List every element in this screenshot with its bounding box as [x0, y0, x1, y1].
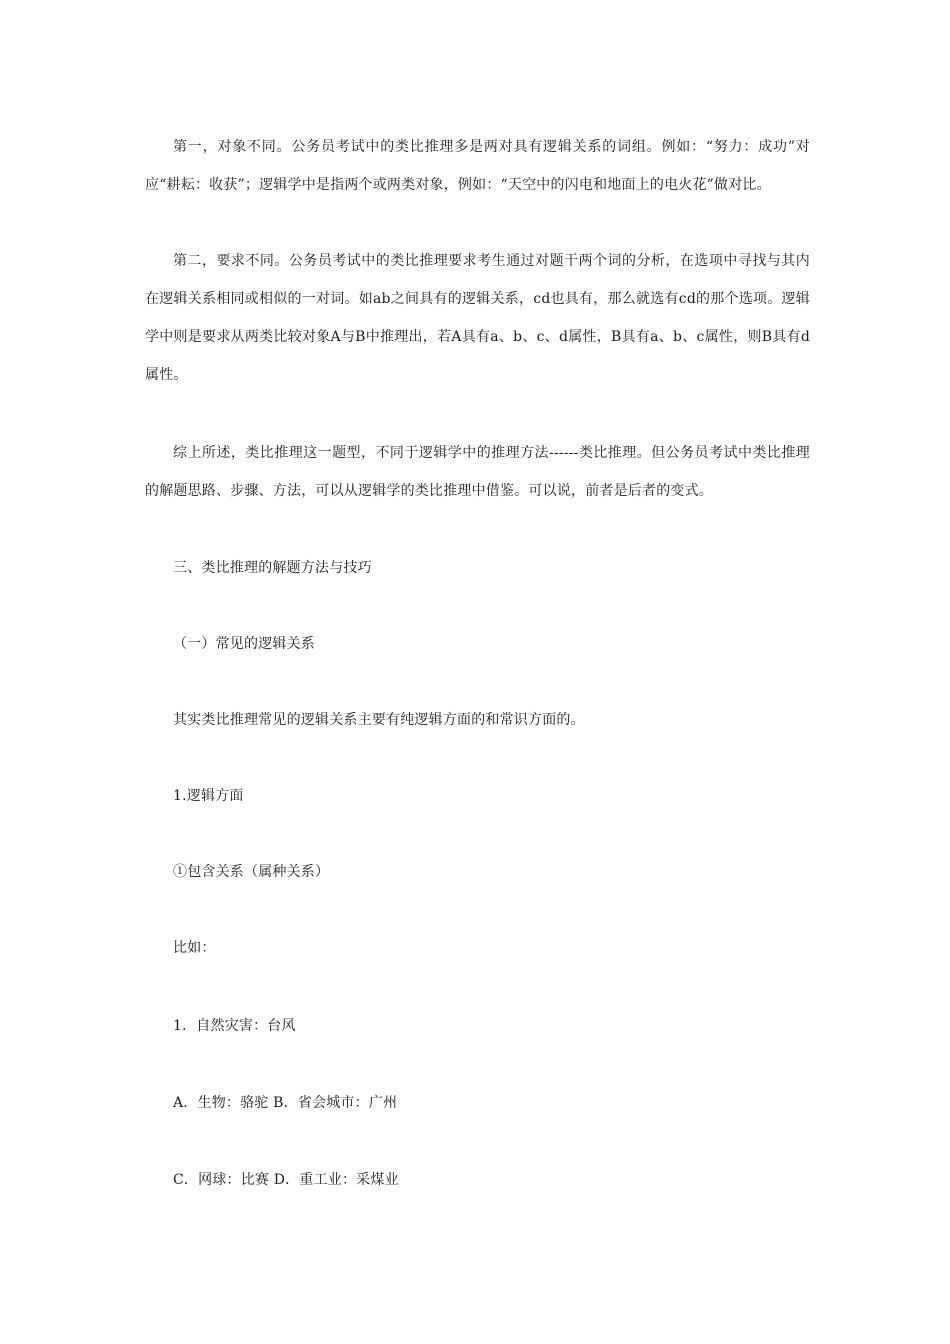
paragraph-object-difference: 第一，对象不同。公务员考试中的类比推理多是两对具有逻辑关系的词组。例如：“努力：成功”对应“耕耘：收获”；逻辑学中是指两个或两类对象，例如：“天空中的闪电和地面上的电火花”做对比。 [145, 139, 810, 193]
intro-text: 其实类比推理常见的逻辑关系主要有纯逻辑方面的和常识方面的。 [173, 712, 585, 728]
inclusion-relation-heading: ①包含关系（属种关系） [173, 864, 330, 880]
options-c-d: C．网球：比赛 D．重工业：采煤业 [173, 1172, 399, 1188]
subsection-heading: （一）常见的逻辑关系 [173, 636, 315, 652]
question-stem: 1．自然灾害：台风 [173, 1018, 296, 1034]
paragraph-requirement-difference: 第二，要求不同。公务员考试中的类比推理要求考生通过对题干两个词的分析，在选项中寻找与其内在逻辑关系相同或相似的一对词。如ab之间具有的逻辑关系，cd也具有，那么就选有cd的那个选项。逻辑学中则是要求从两类比较对象A与B中推理出，若A具有a、b、c、d属性，B具有a、b、c属性，则B具有d属性。 [145, 253, 810, 383]
options-a-b: A．生物：骆驼 B．省会城市：广州 [173, 1095, 398, 1111]
example-label: 比如： [173, 940, 216, 956]
logic-heading: 1.逻辑方面 [173, 788, 244, 804]
section-heading: 三、类比推理的解题方法与技巧 [173, 560, 372, 576]
paragraph-summary: 综上所述，类比推理这一题型，不同于逻辑学中的推理方法------类比推理。但公务员考试中类比推理的解题思路、步骤、方法，可以从逻辑学的类比推理中借鉴。可以说，前者是后者的变式。 [145, 445, 810, 499]
